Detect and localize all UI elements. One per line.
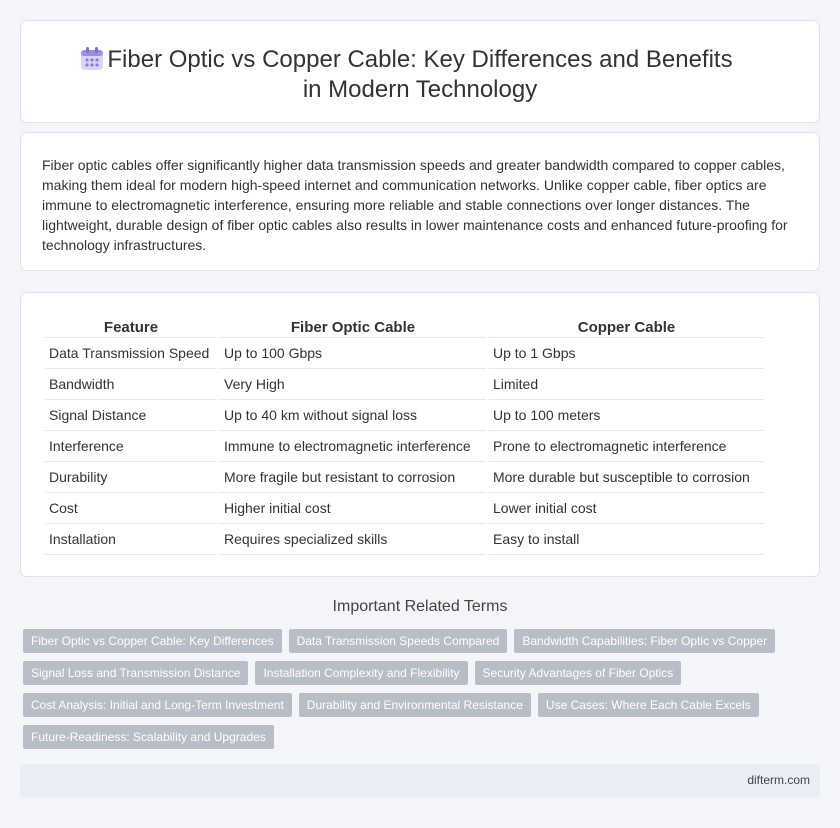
related-term-link[interactable]: Bandwidth Capabilities: Fiber Optic vs Copper — [514, 629, 775, 653]
copper-cell: More durable but susceptible to corrosion — [489, 462, 764, 493]
copper-cell: Limited — [489, 369, 764, 400]
related-term-link[interactable]: Durability and Environmental Resistance — [299, 693, 531, 717]
feature-cell: Signal Distance — [45, 400, 217, 431]
copper-cell: Easy to install — [489, 524, 764, 555]
copper-cell: Up to 1 Gbps — [489, 338, 764, 369]
related-term-link[interactable]: Installation Complexity and Flexibility — [255, 661, 467, 685]
page-title: Fiber Optic vs Copper Cable: Key Differences and Benefits in Modern Technology — [107, 46, 733, 103]
footer-site-link[interactable]: difterm.com — [747, 773, 810, 787]
feature-cell: Installation — [45, 524, 217, 555]
table-row — [45, 493, 764, 524]
copper-cell: Up to 100 meters — [489, 400, 764, 431]
table-row — [45, 431, 764, 462]
comparison-card — [20, 292, 820, 577]
related-term-link[interactable]: Security Advantages of Fiber Optics — [475, 661, 682, 685]
feature-cell: Durability — [45, 462, 217, 493]
related-term-link[interactable]: Data Transmission Speeds Compared — [289, 629, 508, 653]
table-row — [45, 462, 764, 493]
title-card — [20, 20, 820, 123]
feature-cell: Interference — [45, 431, 217, 462]
related-terms-list — [23, 629, 813, 749]
feature-cell: Bandwidth — [45, 369, 217, 400]
table-header-row — [45, 313, 764, 338]
fiber-cell: Higher initial cost — [220, 493, 486, 524]
related-term-link[interactable]: Future-Readiness: Scalability and Upgrades — [23, 725, 274, 749]
related-term-link[interactable]: Fiber Optic vs Copper Cable: Key Differences — [23, 629, 282, 653]
header-feature: Feature — [45, 313, 217, 338]
comparison-table — [42, 313, 767, 555]
fiber-cell: Immune to electromagnetic interference — [220, 431, 486, 462]
feature-cell: Data Transmission Speed — [45, 338, 217, 369]
related-term-link[interactable]: Use Cases: Where Each Cable Excels — [538, 693, 759, 717]
header-copper: Copper Cable — [489, 313, 764, 338]
fiber-cell: Requires specialized skills — [220, 524, 486, 555]
copper-cell: Prone to electromagnetic interference — [489, 431, 764, 462]
intro-card — [20, 132, 820, 271]
related-term-link[interactable]: Cost Analysis: Initial and Long-Term Investment — [23, 693, 292, 717]
footer — [20, 764, 820, 798]
related-terms-heading: Important Related Terms — [332, 598, 508, 615]
table-row — [45, 524, 764, 555]
table-row — [45, 338, 764, 369]
fiber-cell: Up to 100 Gbps — [220, 338, 486, 369]
copper-cell: Lower initial cost — [489, 493, 764, 524]
fiber-cell: More fragile but resistant to corrosion — [220, 462, 486, 493]
fiber-cell: Very High — [220, 369, 486, 400]
header-fiber: Fiber Optic Cable — [220, 313, 486, 338]
table-row — [45, 400, 764, 431]
feature-cell: Cost — [45, 493, 217, 524]
related-term-link[interactable]: Signal Loss and Transmission Distance — [23, 661, 248, 685]
fiber-cell: Up to 40 km without signal loss — [220, 400, 486, 431]
table-row — [45, 369, 764, 400]
intro-paragraph: Fiber optic cables offer significantly higher data transmission speeds and greater bandwidth compared to copper cables, making them ideal for modern high-speed internet and communication networks. Unlike copper cable, fiber optics are immune to electromagnetic interference, ensuring more reliable and stable connections over longer distances. The lightweight, durable design of fiber optic cables also results in lower maintenance costs and enhanced future-proofing for technology infrastructures. — [42, 157, 788, 253]
